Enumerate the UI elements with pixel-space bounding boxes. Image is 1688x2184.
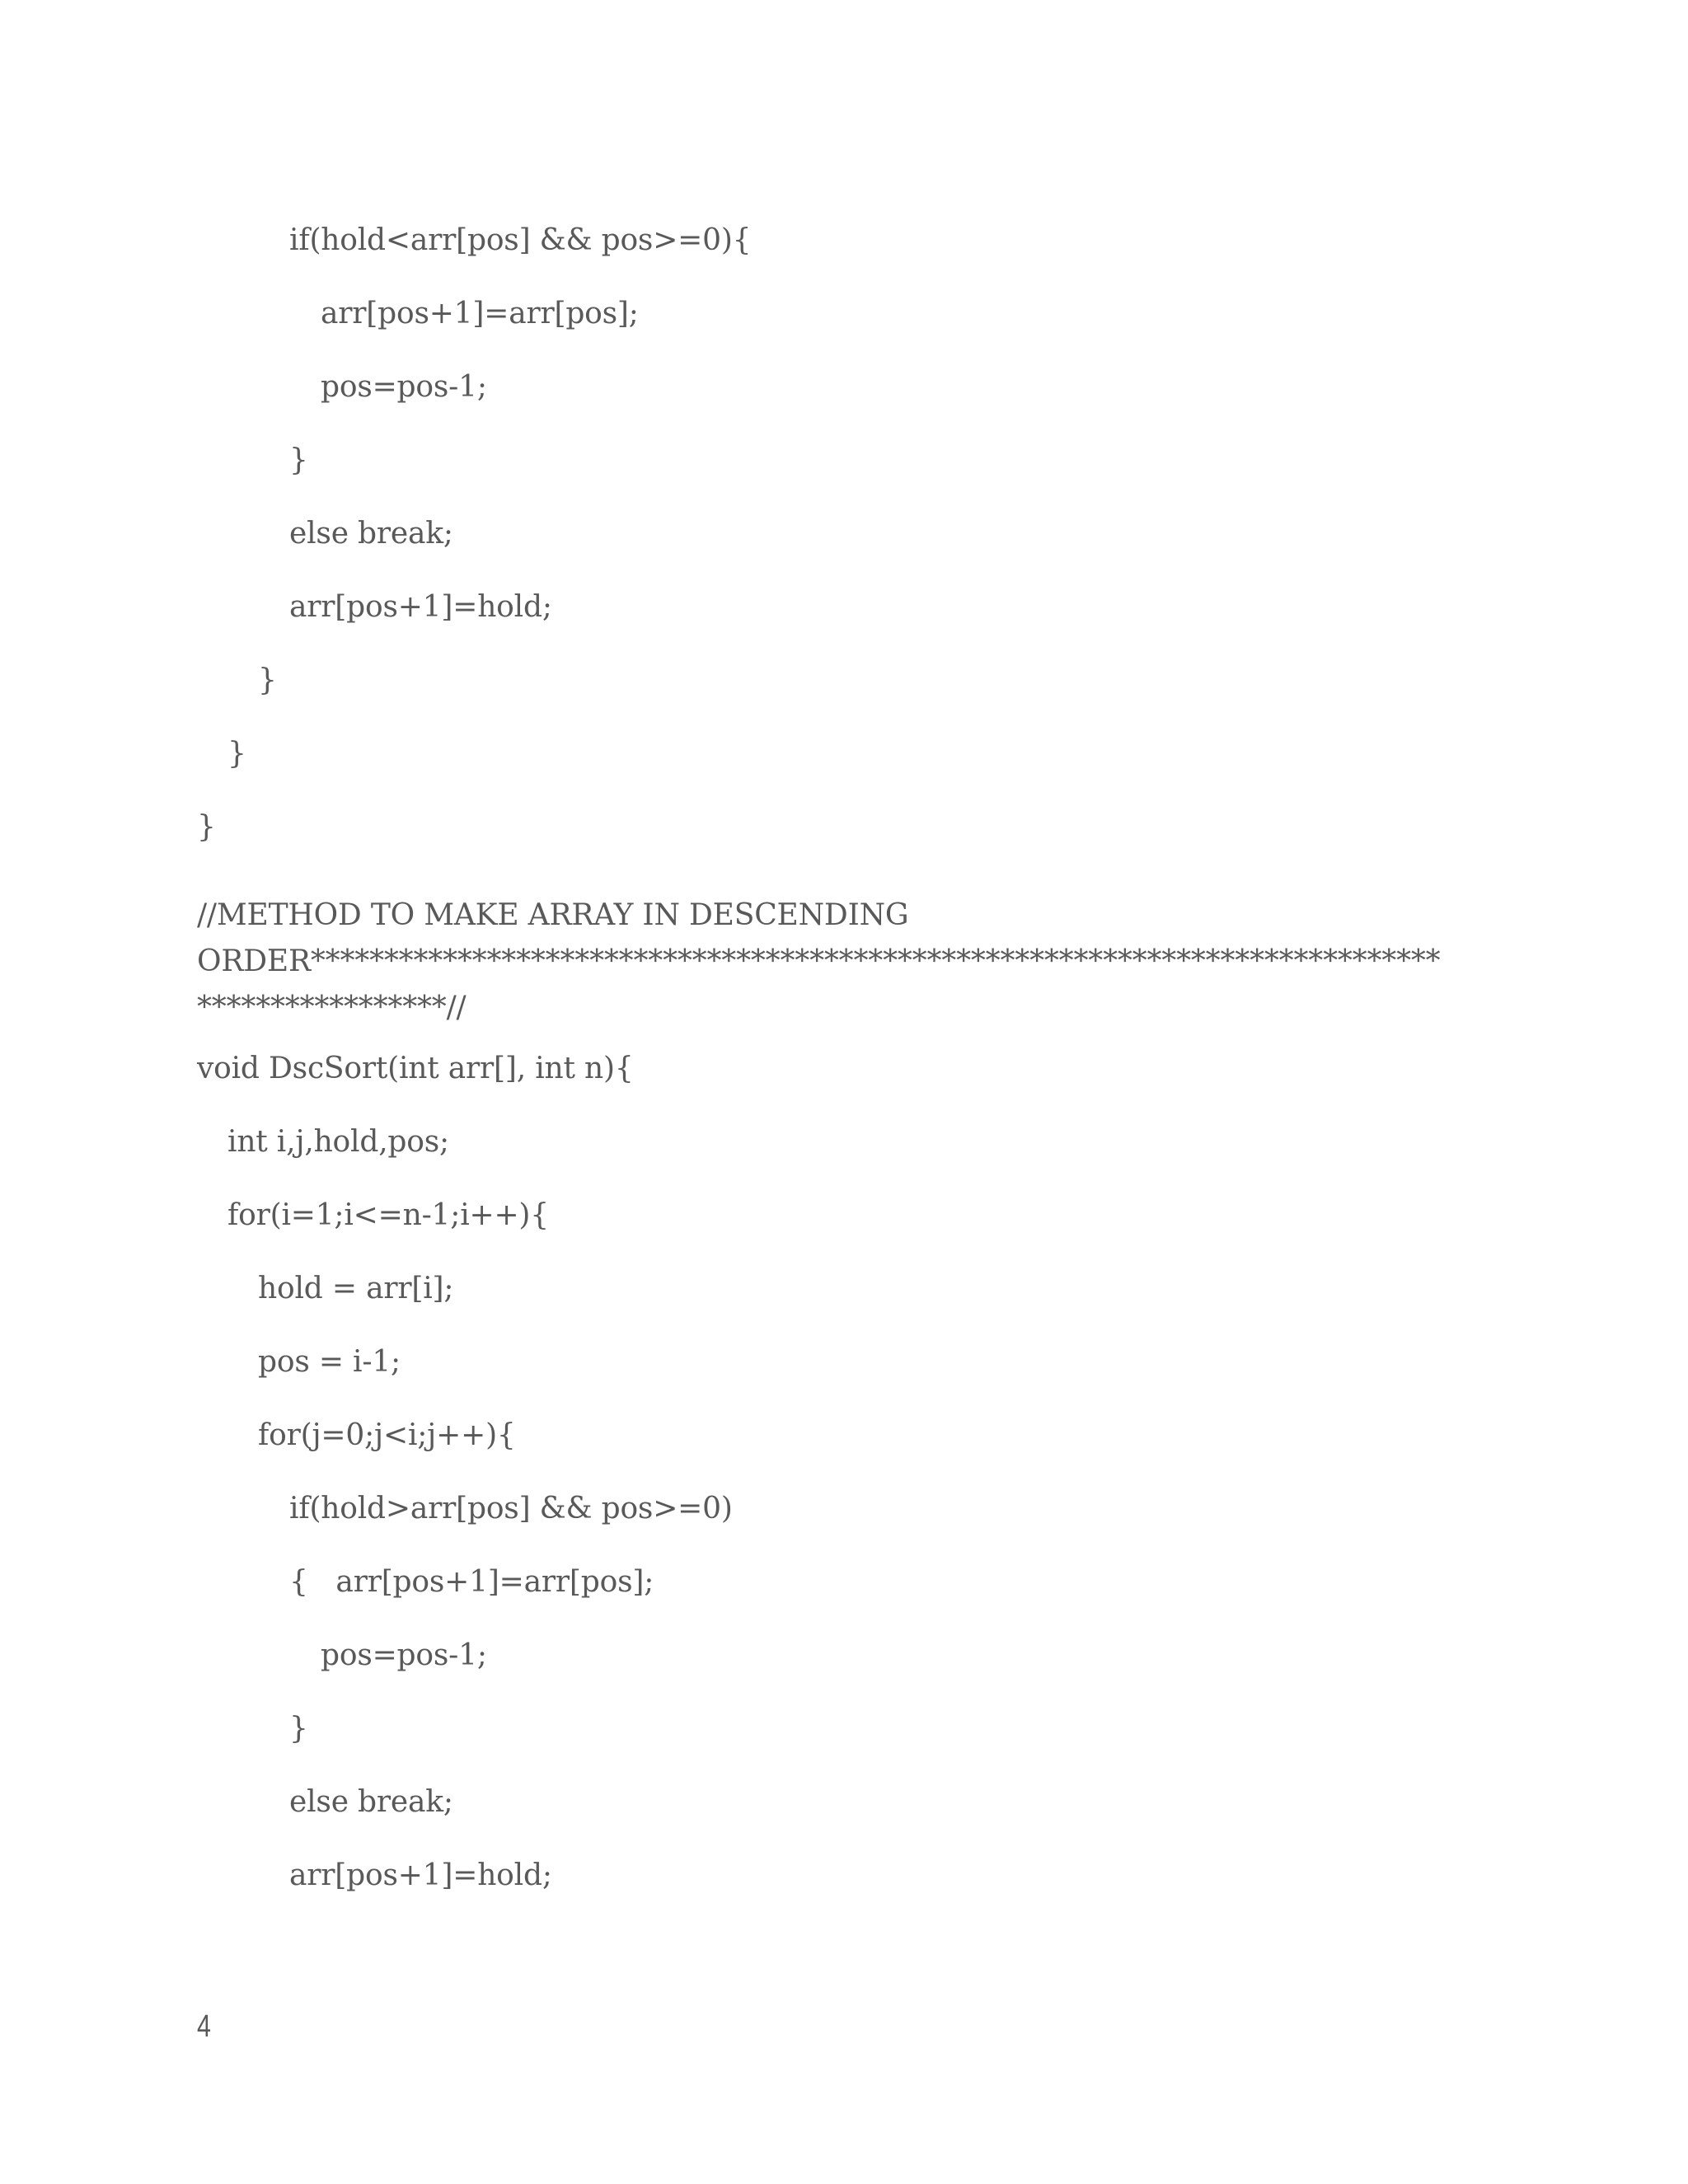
code-line: } (289, 1712, 308, 1746)
code-line: } (289, 443, 308, 477)
code-line: } (227, 737, 246, 771)
code-line: } (197, 810, 216, 844)
code-line: pos=pos-1; (321, 370, 487, 404)
code-line: pos=pos-1; (321, 1638, 487, 1672)
code-line: arr[pos+1]=hold; (289, 590, 552, 624)
code-line: arr[pos+1]=hold; (289, 1858, 552, 1892)
code-line: hold = arr[i]; (258, 1272, 454, 1305)
page-number: 4 (197, 2009, 211, 2044)
code-line: if(hold<arr[pos] && pos>=0){ (289, 223, 752, 257)
code-line: { arr[pos+1]=arr[pos]; (289, 1565, 654, 1599)
code-line: int i,j,hold,pos; (227, 1125, 449, 1159)
code-line: arr[pos+1]=arr[pos]; (321, 297, 639, 330)
code-line: if(hold>arr[pos] && pos>=0) (289, 1492, 733, 1526)
code-line: for(i=1;i<=n-1;i++){ (227, 1198, 549, 1232)
code-line: else break; (289, 1785, 453, 1819)
code-line: pos = i-1; (258, 1345, 401, 1379)
function-signature: void DscSort(int arr[], int n){ (197, 1052, 634, 1085)
code-line: for(j=0;j<i;j++){ (258, 1418, 516, 1452)
comment-line: ORDER***************************************************************************** (197, 944, 1441, 978)
code-line: } (258, 663, 277, 697)
comment-line: *****************// (197, 991, 467, 1024)
comment-line: //METHOD TO MAKE ARRAY IN DESCENDING (197, 898, 909, 932)
method-comment (197, 893, 1483, 1031)
code-line: else break; (289, 517, 453, 551)
